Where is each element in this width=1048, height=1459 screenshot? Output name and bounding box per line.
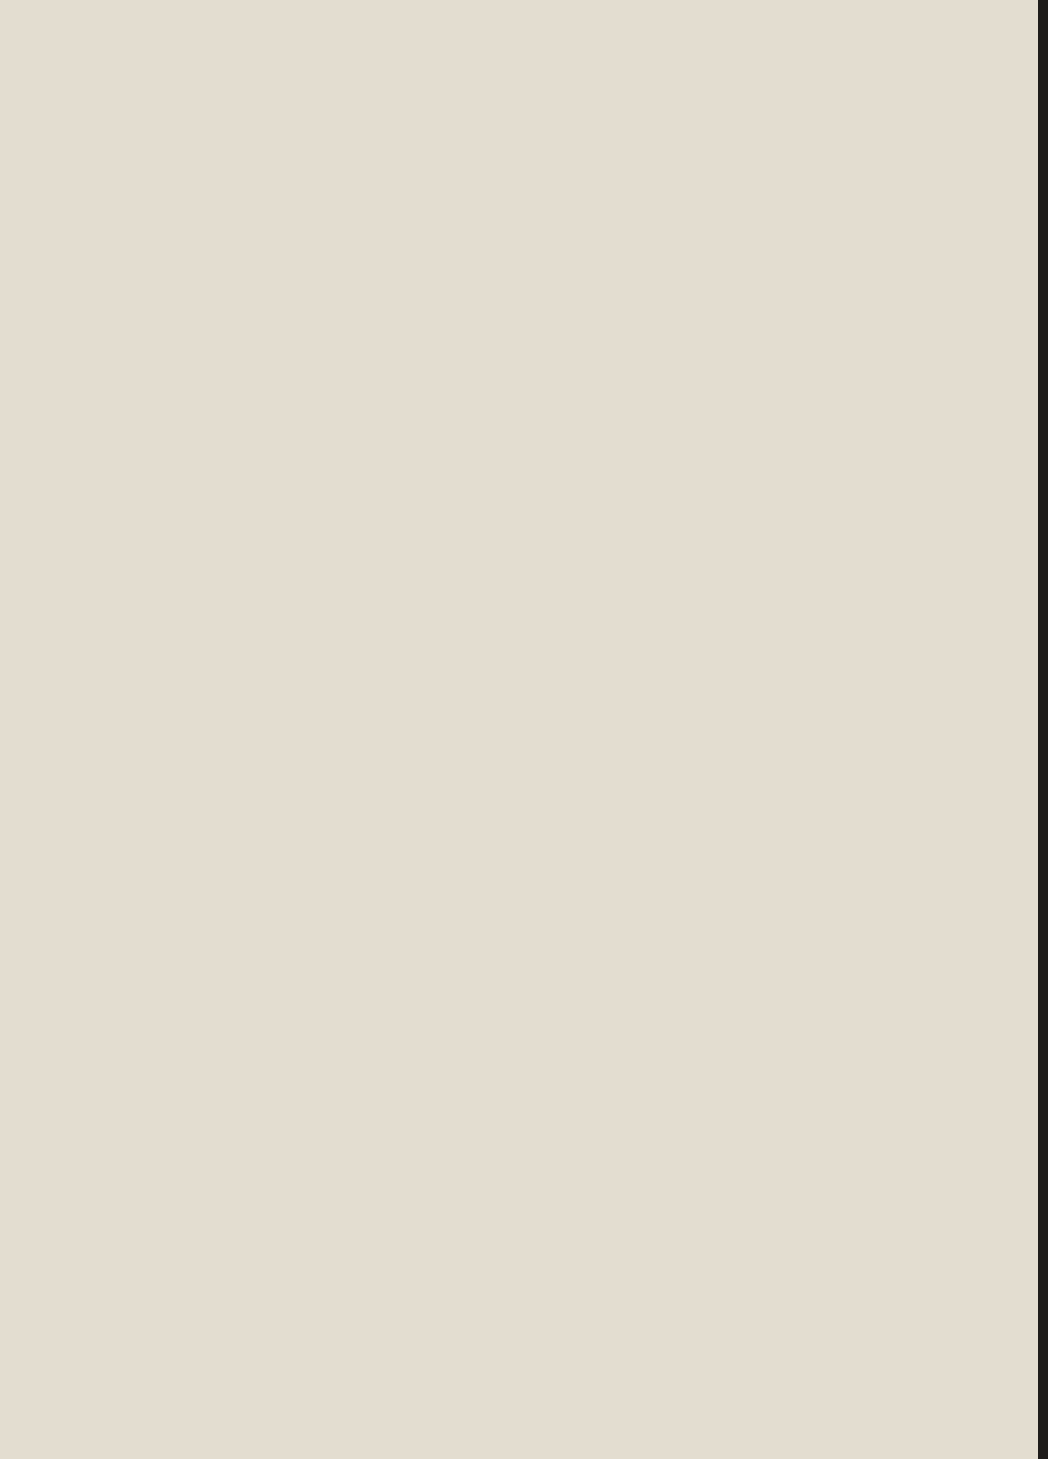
page-edge-shadow — [1038, 0, 1048, 1459]
